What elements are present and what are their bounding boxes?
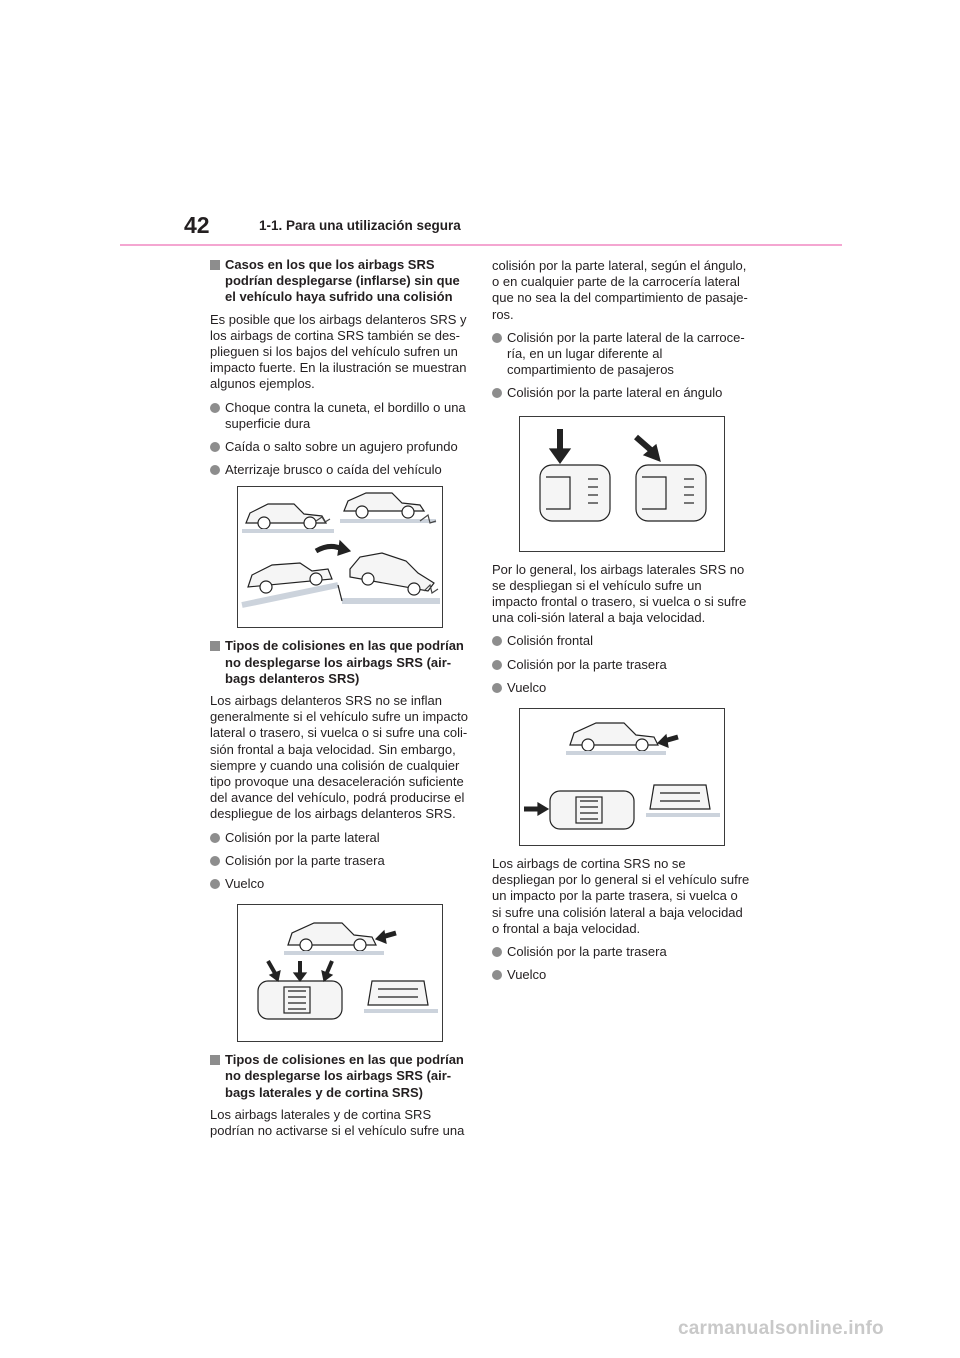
list-item: Vuelco [210, 876, 468, 892]
list-item: Colisión por la parte lateral de la carroce-ría, en un lugar diferente al compartimiento de pasajeros [492, 330, 750, 379]
list-item: Aterrizaje brusco o caída del vehículo [210, 462, 468, 478]
heading-side-curtain-airbags: Tipos de colisiones en las que podrían no desplegarse los airbags SRS (air-bags laterales y de cortina SRS) [210, 1052, 468, 1101]
paragraph: Es posible que los airbags delanteros SRS y los airbags de cortina SRS también se des-plieguen si los bajos del vehículo sufren un impacto fuerte. En la ilustración se muestran algunos ejemplos. [210, 311, 467, 392]
section-title: 1-1. Para una utilización segura [259, 218, 461, 233]
circle-bullet-icon [492, 683, 502, 693]
circle-bullet-icon [210, 856, 220, 866]
left-column [210, 257, 468, 1146]
paragraph: Los airbags delanteros SRS no se inflan generalmente si el vehículo sufre un impacto lateral o trasero, si vuelca o si sufre una coli-sión frontal a baja velocidad. Sin embargo, siempre y cuando una colisión de cualquier tipo provoque una desaceleración suficiente del avance del vehículo, podrá producirse el despliegue de los airbags delanteros SRS. [210, 693, 468, 822]
list-item: Colisión por la parte trasera [492, 944, 750, 960]
list-item: Choque contra la cuneta, el bordillo o una superficie dura [210, 400, 468, 432]
circle-bullet-icon [210, 442, 220, 452]
list-item: Colisión por la parte trasera [492, 657, 750, 673]
circle-bullet-icon [210, 403, 220, 413]
circle-bullet-icon [210, 879, 220, 889]
illustration-side-impacts [519, 416, 725, 552]
right-column [492, 258, 750, 990]
heading-front-airbags: Tipos de colisiones en las que podrían no desplegarse los airbags SRS (air-bags delanteros SRS) [210, 638, 468, 687]
list-item: Vuelco [492, 680, 750, 696]
square-bullet-icon [210, 260, 220, 270]
list-item: Colisión por la parte trasera [210, 853, 468, 869]
circle-bullet-icon [210, 833, 220, 843]
paragraph: Los airbags laterales y de cortina SRS podrían no activarse si el vehículo sufre una [210, 1106, 465, 1139]
list-item: Vuelco [492, 967, 750, 983]
list-item: Caída o salto sobre un agujero profundo [210, 439, 468, 455]
paragraph: colisión por la parte lateral, según el ángulo, o en cualquier parte de la carrocería lateral que no sea la del compartimiento de pasaje-ros. [492, 258, 748, 322]
circle-bullet-icon [492, 333, 502, 343]
circle-bullet-icon [210, 465, 220, 475]
illustration-side-airbag-cases [519, 708, 725, 846]
paragraph: Los airbags de cortina SRS no se despliegan por lo general si el vehículo sufre un impacto por la parte trasera, si vuelca o si sufre una colisión lateral a baja velocidad o frontal a baja velocidad. [492, 856, 750, 936]
circle-bullet-icon [492, 636, 502, 646]
list-item: Colisión frontal [492, 633, 750, 649]
square-bullet-icon [210, 1055, 220, 1065]
illustration-front-airbag-cases [237, 904, 443, 1042]
circle-bullet-icon [492, 947, 502, 957]
list-item: Colisión por la parte lateral [210, 830, 468, 846]
square-bullet-icon [210, 641, 220, 651]
illustration-undercarriage-impacts [237, 486, 443, 628]
list-item: Colisión por la parte lateral en ángulo [492, 385, 750, 401]
circle-bullet-icon [492, 660, 502, 670]
heading-undercarriage: Casos en los que los airbags SRS podrían desplegarse (inflarse) sin que el vehículo haya sufrido una colisión [210, 257, 468, 306]
paragraph: Por lo general, los airbags laterales SRS no se despliegan si el vehículo sufre un impacto frontal o trasero, si vuelca o si sufre una coli-sión lateral a baja velocidad. [492, 561, 747, 626]
header-rule [120, 244, 842, 246]
circle-bullet-icon [492, 388, 502, 398]
page-number: 42 [184, 212, 210, 238]
watermark: carmanualsonline.info [678, 1318, 884, 1339]
circle-bullet-icon [492, 970, 502, 980]
